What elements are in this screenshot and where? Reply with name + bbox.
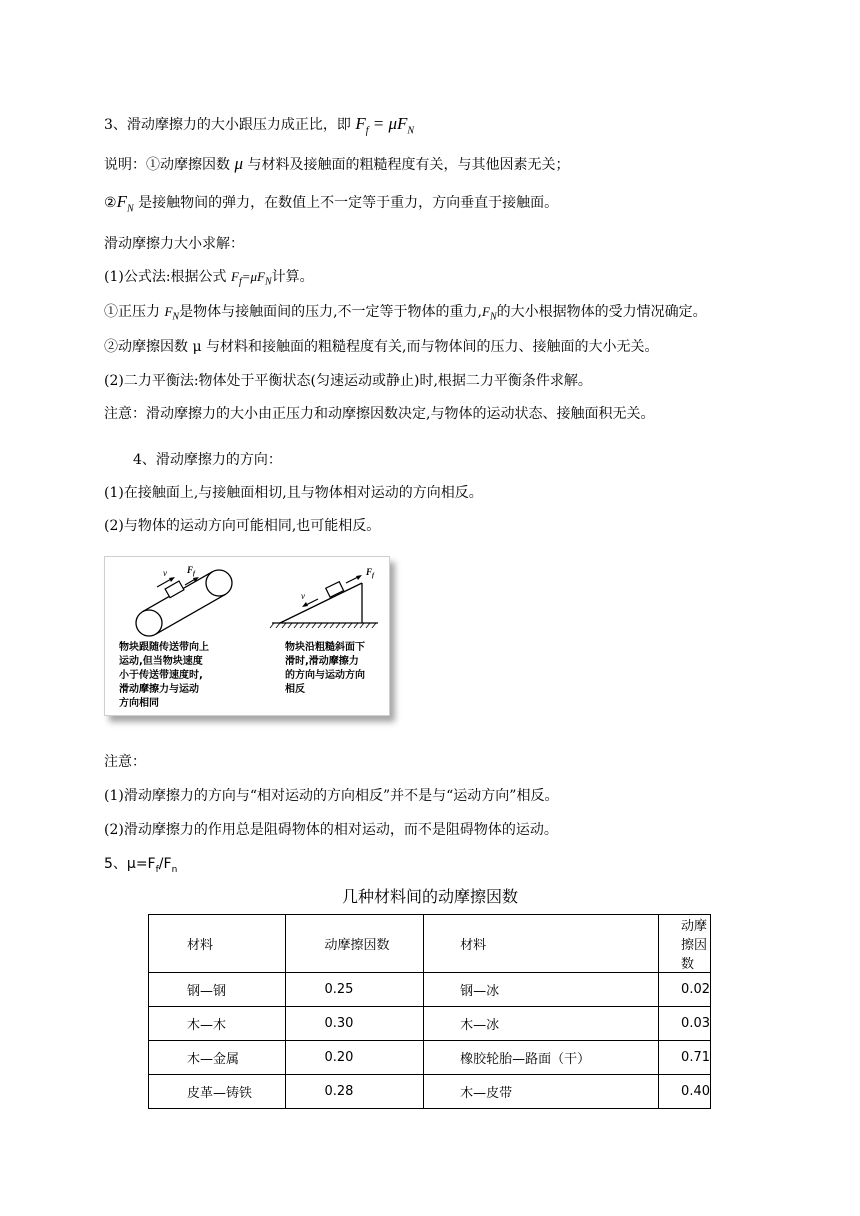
conveyor-caption-line: 方向相同 — [119, 698, 159, 709]
section3-note2 — [104, 192, 558, 219]
incline-velocity-label: v — [301, 591, 305, 601]
table-cell: 0.30 — [286, 1007, 424, 1041]
table-cell: 0.03 — [659, 1007, 711, 1041]
method1-tail: 计算。 — [271, 269, 314, 285]
table-cell: 0.71 — [659, 1041, 711, 1075]
incline-caption-line: 滑时,滑动摩擦力 — [285, 656, 359, 667]
table-row — [149, 973, 711, 1007]
point2: ②动摩擦因数 μ 与材料和接触面的粗糙程度有关,而与物体间的压力、接触面的大小无关。 — [104, 339, 659, 355]
incline-velocity-arrowhead — [302, 602, 308, 607]
table-cell: 0.40 — [659, 1075, 711, 1109]
table-cell: 0.28 — [286, 1075, 424, 1109]
solve-title: 滑动摩擦力大小求解： — [104, 236, 244, 252]
incline-friction-arrowhead — [356, 575, 362, 580]
section5-sub-n: n — [171, 864, 178, 875]
friction-coefficient-table — [148, 914, 711, 1109]
note2-lead: ② — [104, 195, 117, 211]
method1 — [104, 267, 314, 293]
conveyor-block — [165, 581, 184, 598]
table-cell: 木—木 — [149, 1007, 286, 1041]
table-cell: 橡胶轮胎—路面（干） — [424, 1041, 659, 1075]
table-cell: 0.25 — [286, 973, 424, 1007]
velocity-label: v — [163, 568, 167, 578]
table-cell: 木—皮带 — [424, 1075, 659, 1109]
ground-hatching — [270, 623, 376, 628]
table-row — [149, 1041, 711, 1075]
conveyor-caption-line: 滑动摩擦力与运动 — [119, 684, 199, 695]
section3-note1 — [104, 154, 569, 175]
table-cell: 0.20 — [286, 1041, 424, 1075]
table-cell: 皮革—铸铁 — [149, 1075, 286, 1109]
incline-block — [326, 582, 344, 598]
point1-fn2: $F_N$ — [481, 304, 497, 323]
notes2-title: 注意： — [104, 754, 146, 770]
conveyor-caption-line: 物块跟随传送带向上 — [119, 642, 209, 653]
table-row — [149, 1075, 711, 1109]
incline-diagram — [260, 561, 390, 641]
friction-direction-figure — [104, 556, 390, 716]
point1-lead: ①正压力 — [104, 304, 160, 320]
table-title: 几种材料间的动摩擦因数 — [341, 887, 518, 906]
table-row — [149, 1007, 711, 1041]
conveyor-caption-line: 运动,但当物块速度 — [119, 656, 203, 667]
header-cell: 材料 — [149, 915, 286, 973]
note1-tail: 与材料及接触面的粗糙程度有关，与其他因素无关； — [247, 157, 570, 173]
section4-item2: (2)与物体的运动方向可能相同,也可能相反。 — [104, 518, 381, 534]
table-cell: 钢—钢 — [149, 973, 286, 1007]
note2-tail: 是接触物间的弹力，在数值上不一定等于重力，方向垂直于接触面。 — [138, 195, 559, 211]
section3-heading — [104, 114, 414, 141]
point1 — [104, 302, 707, 328]
notes2-item2: (2)滑动摩擦力的作用总是阻碍物体的相对运动，而不是阻碍物体的运动。 — [104, 822, 558, 838]
section5-heading — [104, 854, 177, 880]
friction-label-left: $F_f$ — [187, 565, 196, 577]
solve-note: 注意：滑动摩擦力的大小由正压力和动摩擦因数决定,与物体的运动状态、接触面积无关。 — [104, 406, 655, 422]
section3-heading-text: 3、滑动摩擦力的大小跟压力成正比，即 — [104, 117, 351, 133]
mu-symbol: μ — [234, 154, 243, 173]
fn-symbol: $F_N$ — [116, 192, 134, 215]
notes2-item1: (1)滑动摩擦力的方向与“相对运动的方向相反”并不是与“运动方向”相反。 — [104, 788, 559, 804]
velocity-arrowhead — [169, 577, 175, 582]
friction-formula: $F_f = \mu F_N$ — [355, 114, 415, 137]
conveyor-belt-bottom — [156, 594, 226, 634]
header-cell: 材料 — [424, 915, 659, 973]
section5-mid: /F — [158, 856, 172, 872]
point1-tail: 的大小根据物体的受力情况确定。 — [496, 304, 707, 320]
section4-heading: 4、滑动摩擦力的方向： — [133, 452, 282, 468]
table-cell: 钢—冰 — [424, 973, 659, 1007]
incline-caption-line: 的方向与运动方向 — [285, 670, 365, 681]
table-cell: 0.02 — [659, 973, 711, 1007]
point1-fn: $F_N$ — [164, 304, 180, 323]
header-cell: 动摩擦因数 — [659, 915, 711, 973]
section5-sub-f: f — [155, 864, 159, 875]
method1-formula: $F_f=\mu F_N$ — [231, 269, 272, 288]
point1-mid: 是物体与接触面间的压力,不一定等于物体的重力, — [179, 304, 482, 320]
incline-friction-label: $F_f$ — [366, 567, 375, 579]
conveyor-caption — [119, 641, 209, 711]
table-header-row — [149, 915, 711, 973]
incline-caption-line: 相反 — [285, 684, 305, 695]
incline-caption-line: 物块沿粗糙斜面下 — [285, 642, 365, 653]
method2: (2)二力平衡法:物体处于平衡状态(匀速运动或静止)时,根据二力平衡条件求解。 — [104, 373, 592, 389]
method1-lead: (1)公式法:根据公式 — [104, 269, 227, 285]
section5-prefix: 5、μ=F — [104, 856, 156, 872]
table-cell: 木—冰 — [424, 1007, 659, 1041]
table-cell: 木—金属 — [149, 1041, 286, 1075]
incline-caption — [285, 641, 365, 697]
incline-surface — [280, 583, 362, 623]
section4-item1: (1)在接触面上,与接触面相切,且与物体相对运动的方向相反。 — [104, 485, 483, 501]
note1-lead: 说明：①动摩擦因数 — [104, 157, 230, 173]
conveyor-caption-line: 小于传送带速度时, — [119, 670, 203, 681]
header-cell: 动摩擦因数 — [286, 915, 424, 973]
conveyor-diagram — [113, 563, 253, 643]
